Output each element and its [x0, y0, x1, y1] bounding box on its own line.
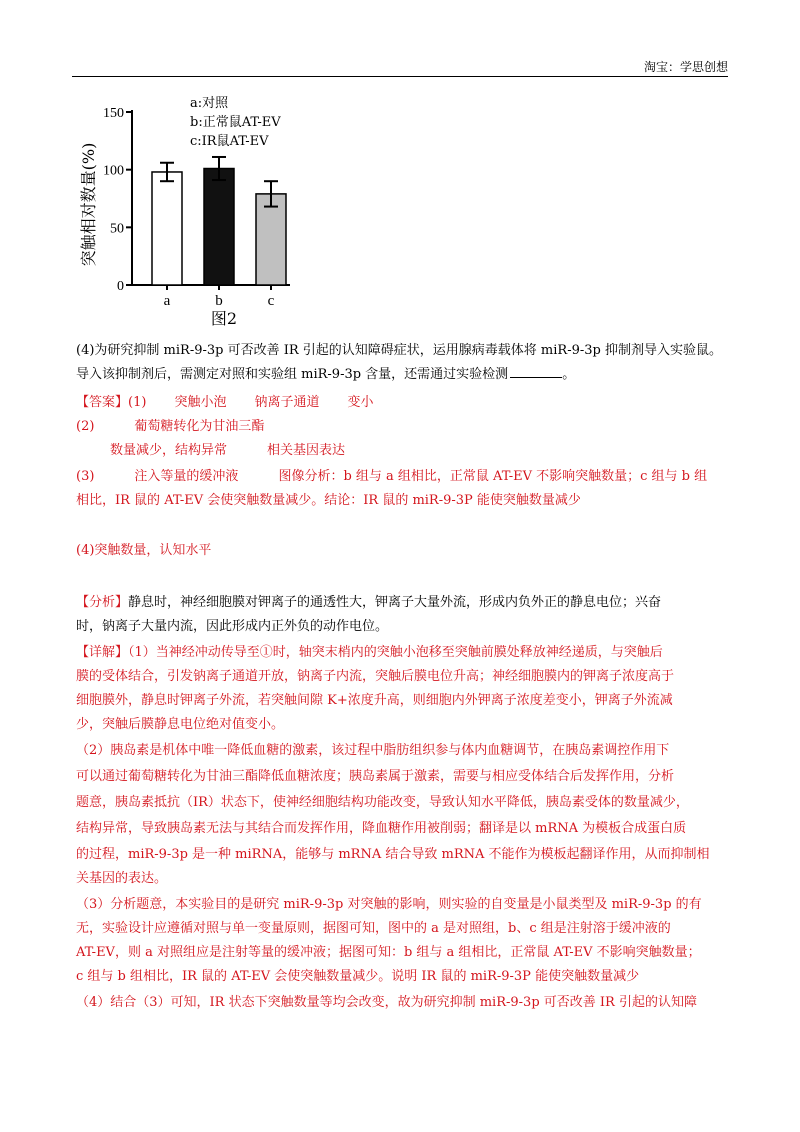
- answer-3-num: (3): [76, 469, 95, 484]
- y-tick-label: 50: [110, 221, 124, 237]
- question-line-2-text: 导入该抑制剂后，需测定对照和实验组 miR-9-3p 含量，还需通过实验检测: [76, 367, 509, 382]
- answer-3-item-2: 图像分析：b 组与 a 组相比，正常鼠 AT-EV 不影响突触数量；c 组与 b 组: [278, 469, 708, 484]
- explanation-line-3: 细胞膜外，静息时钾离子外流，若突触间隙 K+浓度升高，则细胞内外钾离子浓度差变小，钾离子外流减: [76, 693, 673, 708]
- answer-1-num: (1): [128, 395, 147, 410]
- answer-2-item-1: 葡萄糖转化为甘油三酯: [134, 419, 265, 434]
- explanation-line-7: 题意，胰岛素抵抗（IR）状态下，使神经细胞结构功能改变，导致认知水平降低，胰岛素受体的数量减少，: [76, 795, 689, 810]
- bar-b: [204, 169, 234, 285]
- answer-2-num: (2): [76, 419, 95, 434]
- legend-entry-1: b:正常鼠AT-EV: [190, 115, 281, 130]
- header-text: 淘宝：学思创想: [643, 60, 728, 74]
- explanation-line-1: [76, 642, 736, 664]
- explanation-line-5: （2）胰岛素是机体中唯一降低血糖的激素，该过程中脂肪组织参与体内血糖调节，在胰岛素调控作用下: [76, 743, 670, 758]
- explanation-line-6: 可以通过葡萄糖转化为甘油三酯降低血糖浓度；胰岛素属于激素，需要与相应受体结合后发挥作用，分析: [76, 769, 675, 784]
- explanation-line-12: 无，实验设计应遵循对照与单一变量原则，据图可知，图中的 a 是对照组，b、c 组是注射溶于缓冲液的: [76, 921, 671, 936]
- explanation-line-14: c 组与 b 组相比，IR 鼠的 AT-EV 会使突触数量减少。说明 IR 鼠的 miR-9-3P 能使突触数量减少: [76, 969, 640, 984]
- legend-entry-2: c:IR鼠AT-EV: [190, 134, 269, 149]
- analysis-text-1: 静息时，神经细胞膜对钾离子的通透性大，钾离子大量外流，形成内负外正的静息电位；兴奋: [128, 595, 662, 610]
- explanation-line-11: （3）分析题意，本实验目的是研究 miR-9-3p 对突触的影响，则实验的自变量是小鼠类型及 miR-9-3p 的有: [76, 897, 702, 912]
- answer-line-2b: [110, 440, 770, 462]
- x-tick-label-c: c: [267, 293, 275, 309]
- bar-a: [152, 172, 182, 285]
- explanation-label: 【详解】: [76, 645, 129, 660]
- analysis-line-1: [76, 592, 736, 614]
- answer-2-item-3: 相关基因表达: [267, 443, 346, 458]
- answer-line-2: [76, 416, 736, 438]
- explanation-text-1: （1）当神经冲动传导至①时，轴突末梢内的突触小泡移至突触前膜处释放神经递质，与突触后: [128, 645, 663, 660]
- bar-chart-figure: [70, 92, 330, 332]
- x-tick-label-b: b: [215, 293, 223, 309]
- answer-1-item-3: 变小: [347, 395, 374, 410]
- explanation-line-4: 少，突触后膜静息电位绝对值变小。: [76, 717, 285, 732]
- analysis-line-2: 时，钠离子大量内流，因此形成内正外负的动作电位。: [76, 619, 389, 634]
- header-rule: [72, 76, 728, 77]
- analysis-label: 【分析】: [76, 595, 129, 610]
- answer-line-3b: 相比，IR 鼠的 AT-EV 会使突触数量减少。结论：IR 鼠的 miR-9-3P 能使突触数量减少: [76, 493, 581, 508]
- answer-label: 【答案】: [76, 395, 129, 410]
- explanation-line-13: AT-EV，则 a 对照组应是注射等量的缓冲液；据图可知：b 组与 a 组相比，正常鼠 AT-EV 不影响突触数量；: [76, 945, 701, 960]
- answer-1-item-1: 突触小泡: [174, 395, 227, 410]
- legend-entry-0: a:对照: [190, 96, 229, 111]
- answer-line-3: [76, 466, 736, 488]
- question-line-2: [76, 364, 736, 386]
- explanation-line-9: 的过程，miR-9-3p 是一种 miRNA，能够与 mRNA 结合导致 mRNA 不能作为模板起翻译作用，从而抑制相: [76, 847, 710, 862]
- y-axis-label: 突触相对数量(%): [79, 142, 98, 267]
- figure-caption: 图2: [210, 309, 238, 328]
- answer-2-item-2: 数量减少，结构异常: [110, 443, 228, 458]
- answer-1-item-2: 钠离子通道: [254, 395, 320, 410]
- answer-3-item-1: 注入等量的缓冲液: [134, 469, 239, 484]
- explanation-line-15: （4）结合（3）可知，IR 状态下突触数量等均会改变，故为研究抑制 miR-9-3p 可否改善 IR 引起的认知障: [76, 995, 697, 1010]
- y-tick-label: 150: [103, 106, 124, 121]
- y-tick-label: 100: [103, 163, 124, 179]
- answer-blank: [510, 365, 562, 378]
- answer-line-4: (4)突触数量，认知水平: [76, 543, 212, 558]
- question-line-2-end: 。: [562, 367, 576, 382]
- y-tick-label: 0: [117, 279, 124, 294]
- explanation-line-2: 膜的受体结合，引发钠离子通道开放，钠离子内流，突触后膜电位升高；神经细胞膜内的钾离子浓度高于: [76, 669, 675, 684]
- answer-line-1: [76, 392, 736, 414]
- x-tick-label-a: a: [163, 293, 171, 309]
- question-line-1: (4)为研究抑制 miR-9-3p 可否改善 IR 引起的认知障碍症状，运用腺病毒载体将 miR-9-3p 抑制剂导入实验鼠。: [76, 343, 722, 358]
- explanation-line-10: 关基因的表达。: [76, 871, 168, 886]
- explanation-line-8: 结构异常，导致胰岛素无法与其结合而发挥作用，降血糖作用被削弱；翻译是以 mRNA 为模板合成蛋白质: [76, 821, 687, 836]
